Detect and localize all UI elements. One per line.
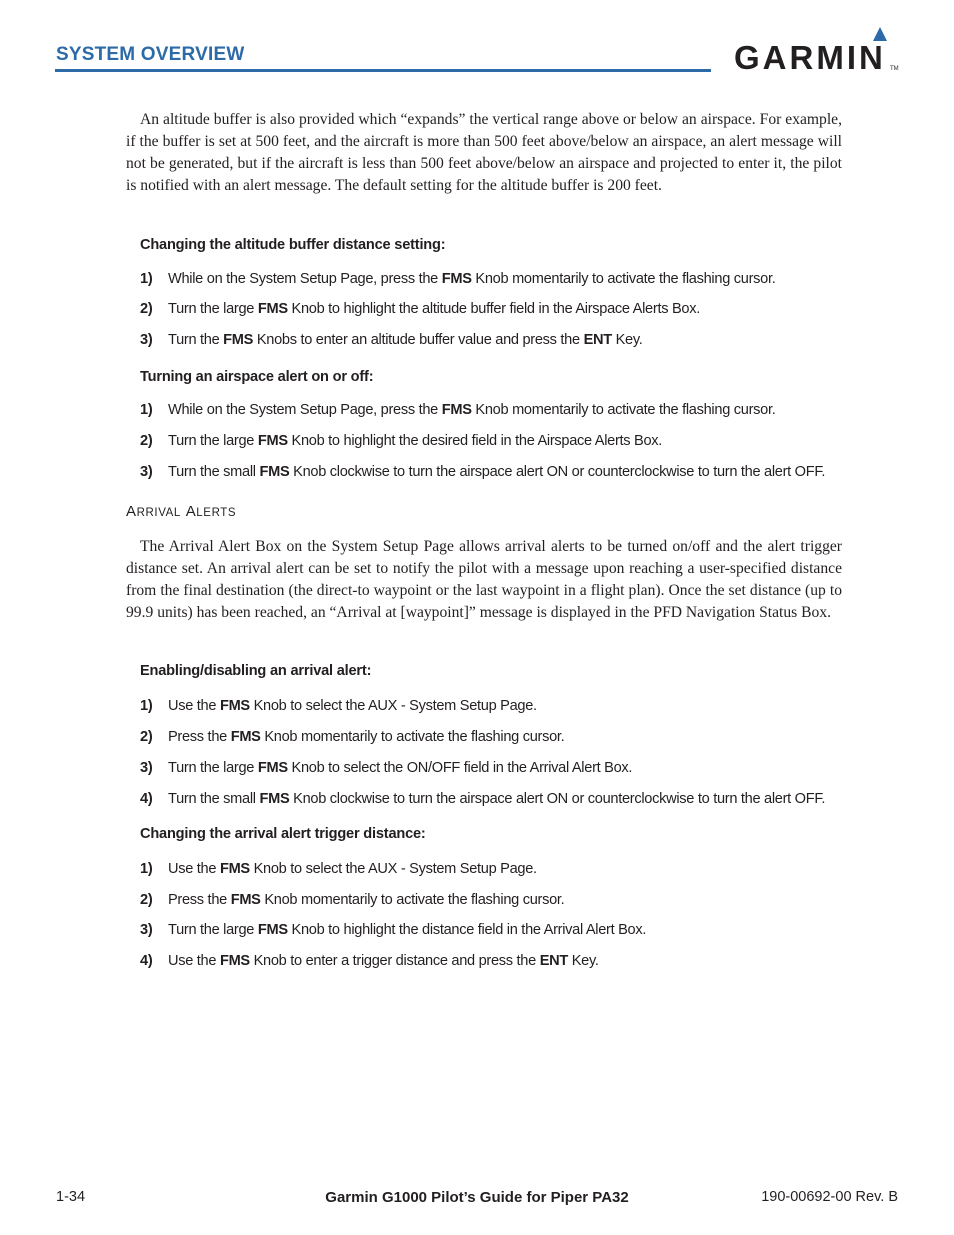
garmin-logo [734, 26, 899, 76]
footer-doc-number: 190-00692-00 Rev. B [761, 1189, 898, 1205]
step-arrival-distance-2: 2) Press the FMS Knob momentarily to activate the flashing cursor. [140, 892, 565, 908]
step-arrival-enable-4: 4) Turn the small FMS Knob clockwise to turn the airspace alert ON or counterclockwise to turn the alert OFF. [140, 791, 826, 807]
section-heading-arrival-alerts: ARRIVAL ALERTS [126, 503, 237, 520]
step-arrival-distance-4: 4) Use the FMS Knob to enter a trigger distance and press the ENT Key. [140, 953, 599, 969]
garmin-logo-text: GARMIN [734, 39, 886, 76]
step-airspace-1: 1) While on the System Setup Page, press the FMS Knob momentarily to activate the flashing cursor. [140, 402, 776, 418]
step-arrival-distance-1: 1) Use the FMS Knob to select the AUX - System Setup Page. [140, 861, 537, 877]
step-buffer-1: 1) While on the System Setup Page, press the FMS Knob momentarily to activate the flashing cursor. [140, 271, 776, 287]
header-rule [55, 69, 711, 72]
arrival-alert-paragraph: The Arrival Alert Box on the System Setup Page allows arrival alerts to be turned on/off and the alert trigger distance set. An arrival alert can be set to notify the pilot with a message upon reaching a user-specified distance from the final destination (the direct-to waypoint or the last waypoint in a flight plan). Once the set distance (up to 99.9 units) has been reached, an “Arrival at [waypoint]” message is displayed in the PFD Navigation Status Box. [126, 538, 842, 621]
altitude-buffer-paragraph: An altitude buffer is also provided which “expands” the vertical range above or below an airspace. For example, if the buffer is set at 500 feet, and the aircraft is more than 500 feet above/below an airspace, an alert message will not be generated, but if the aircraft is less than 500 feet above/below an airspace and projected to enter it, the pilot is notified with an alert message. The default setting for the altitude buffer is 200 feet. [126, 111, 842, 194]
step-airspace-2: 2) Turn the large FMS Knob to highlight the desired field in the Airspace Alerts Box. [140, 433, 663, 449]
step-buffer-3: 3) Turn the FMS Knobs to enter an altitude buffer value and press the ENT Key. [140, 332, 643, 348]
step-arrival-distance-3: 3) Turn the large FMS Knob to highlight the distance field in the Arrival Alert Box. [140, 922, 647, 938]
step-arrival-enable-2: 2) Press the FMS Knob momentarily to activate the flashing cursor. [140, 729, 565, 745]
step-buffer-2: 2) Turn the large FMS Knob to highlight the altitude buffer field in the Airspace Alerts Box. [140, 301, 700, 317]
footer-title: Garmin G1000 Pilot’s Guide for Piper PA32 [325, 1189, 629, 1206]
step-airspace-3: 3) Turn the small FMS Knob clockwise to turn the airspace alert ON or counterclockwise to turn the alert OFF. [140, 464, 826, 480]
procedure-heading-airspace: Turning an airspace alert on or off: [140, 369, 374, 385]
page-section-title: SYSTEM OVERVIEW [56, 44, 245, 65]
garmin-logo-tm: TM [890, 66, 899, 72]
procedure-heading-arrival-enable: Enabling/disabling an arrival alert: [140, 663, 372, 679]
procedure-heading-arrival-distance: Changing the arrival alert trigger distance: [140, 826, 426, 842]
step-arrival-enable-3: 3) Turn the large FMS Knob to select the ON/OFF field in the Arrival Alert Box. [140, 760, 633, 776]
procedure-heading-buffer: Changing the altitude buffer distance setting: [140, 237, 446, 253]
footer-page-number: 1-34 [56, 1189, 86, 1205]
step-arrival-enable-1: 1) Use the FMS Knob to select the AUX - System Setup Page. [140, 698, 537, 714]
